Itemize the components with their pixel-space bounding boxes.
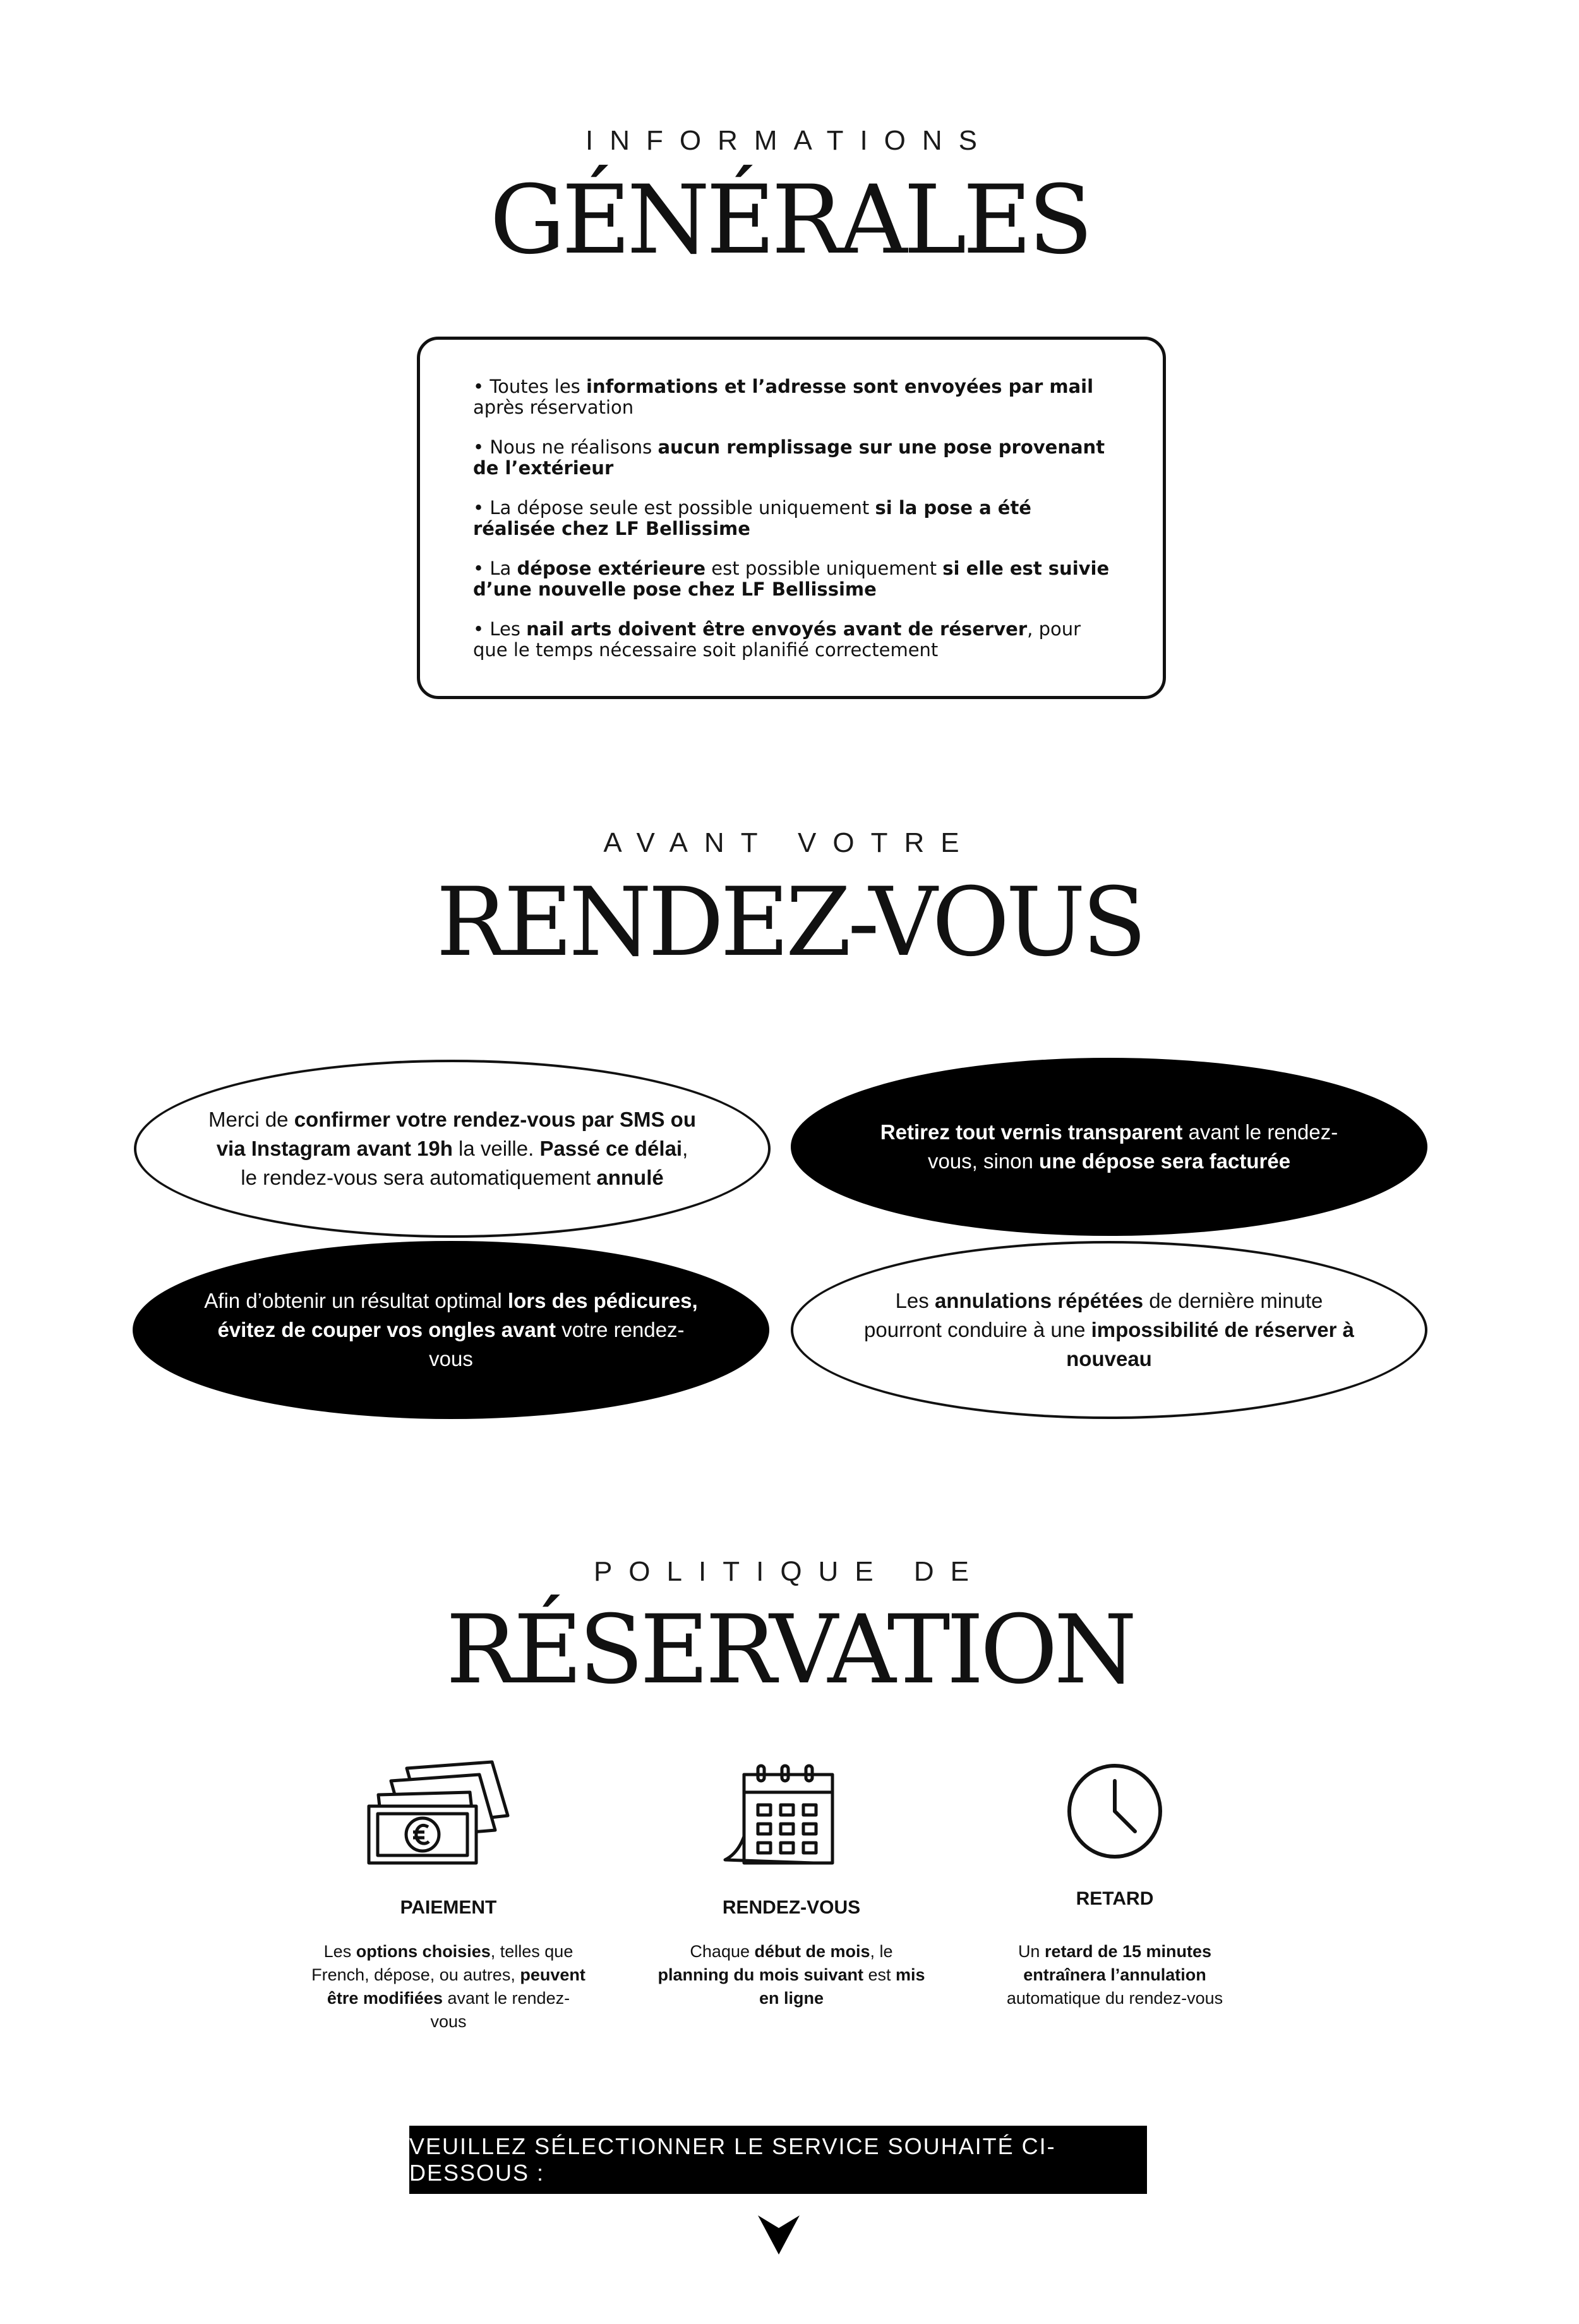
info-item: • La dépose extérieure est possible uniquement si elle est suivie d’une nouvelle pose chez LF Bellissime [473,558,1110,600]
note-cancellations: Les annulations répétées de dernière minute pourront conduire à une impossibilité de réserver à nouveau [791,1241,1427,1419]
section-title-general: GÉNÉRALES [489,165,1090,275]
note-remove-varnish: Retirez tout vernis transparent avant le rendez-vous, sinon une dépose sera facturée [791,1058,1427,1236]
info-item: • Les nail arts doivent être envoyés avant de réserver, pour que le temps nécessaire soit planifié correctement [473,618,1081,661]
section-kicker-policy: POLITIQUE DE [593,1556,986,1587]
policy-text-payment: Les options choisies, telles que French, dépose, ou autres, peuvent être modifiées avant le rendez-vous [311,1942,585,2031]
policy-text-late: Un retard de 15 minutes entraînera l’annulation automatique du rendez-vous [1006,1942,1223,2008]
money-icon [363,1756,520,1869]
info-item: • Nous ne réalisons aucun remplissage sur une pose provenant de l’extérieur [473,436,1105,479]
note-pedicure: Afin d’obtenir un résultat optimal lors des pédicures, évitez de couper vos ongles avant votre rendez-vous [133,1241,769,1419]
down-arrow-icon [757,2213,801,2257]
section-title-before: RENDEZ-VOUS [436,868,1143,978]
calendar-icon [719,1762,845,1869]
policy-title-late: RETARD [1076,1888,1154,1909]
note-confirm-appointment: Merci de confirmer votre rendez-vous par SMS ou via Instagram avant 19h la veille. Passé ce délai, le rendez-vous sera automatiquement annulé [134,1060,771,1238]
section-title-policy: RÉSERVATION [445,1595,1134,1705]
info-item: • La dépose seule est possible uniquement si la pose a été réalisée chez LF Bellissime [473,497,1031,539]
section-kicker-general: INFORMATIONS [585,125,994,156]
general-info-box [417,337,1166,699]
info-item: • Toutes les informations et l’adresse sont envoyées par mail après réservation [473,376,1094,418]
select-service-banner: VEUILLEZ SÉLECTIONNER LE SERVICE SOUHAITÉ CI-DESSOUS : [409,2126,1147,2194]
policy-title-appointment: RENDEZ-VOUS [722,1897,861,1918]
clock-icon [1064,1761,1165,1862]
section-kicker-before: AVANT VOTRE [603,827,976,858]
policy-text-appointment: Chaque début de mois, le planning du mois suivant est mis en ligne [657,1942,925,2008]
policy-title-payment: PAIEMENT [400,1897,497,1918]
